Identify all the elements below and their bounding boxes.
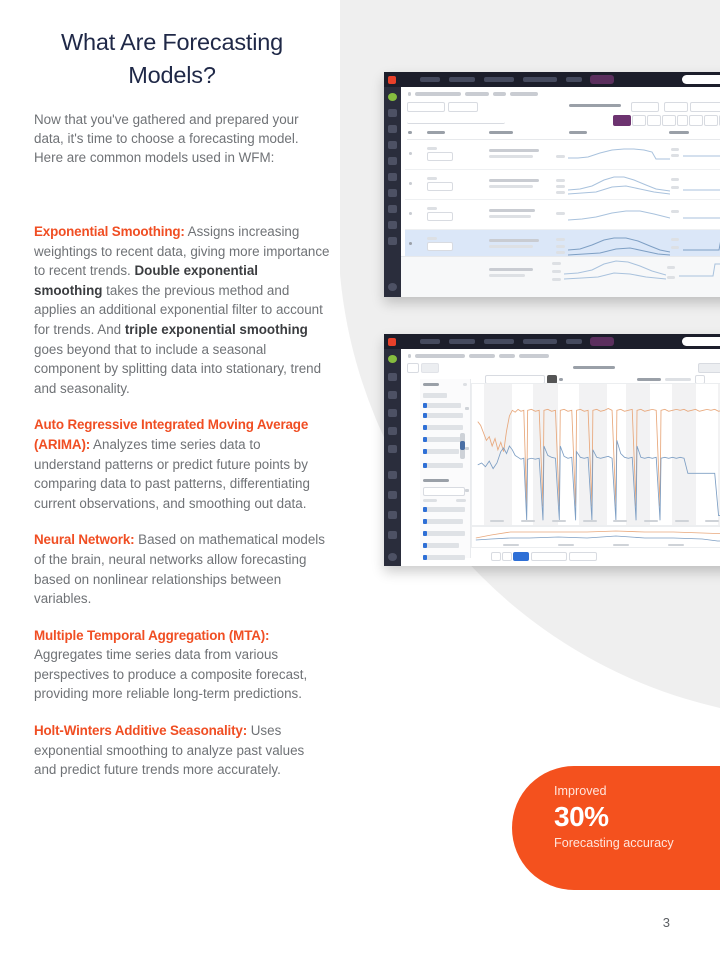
axis-label — [556, 245, 565, 248]
sidebar-item-users[interactable] — [388, 205, 397, 213]
table-row[interactable] — [405, 140, 720, 170]
screenshot-workforce-management-table — [384, 72, 720, 297]
section-exponential-smoothing — [34, 222, 330, 398]
axis-label — [671, 210, 679, 213]
view-toggle[interactable] — [689, 115, 703, 126]
axis-label — [667, 276, 675, 279]
table-row[interactable] — [405, 170, 720, 200]
sparkline-chart — [683, 173, 720, 197]
sidebar-item-calendar[interactable] — [388, 409, 397, 417]
axis-label — [556, 185, 565, 188]
cell-value — [489, 239, 539, 242]
view-toggle[interactable] — [662, 115, 676, 126]
section-neural-network — [34, 530, 330, 608]
cell-value — [489, 209, 535, 212]
footer-button-primary[interactable] — [513, 552, 529, 561]
axis-label — [671, 238, 679, 241]
breadcrumb[interactable] — [415, 92, 461, 96]
sidebar-item-calendar[interactable] — [388, 141, 397, 149]
breadcrumb-icon — [408, 354, 411, 358]
stat-value: 30% — [554, 801, 609, 832]
view-toggle[interactable] — [632, 115, 646, 126]
breadcrumb[interactable] — [415, 354, 465, 358]
sidebar-item-tasks[interactable] — [388, 189, 397, 197]
view-toggle-active[interactable] — [613, 115, 631, 126]
column-header — [427, 131, 445, 134]
view-toggle[interactable] — [647, 115, 661, 126]
axis-label — [671, 154, 679, 157]
back-button[interactable] — [407, 363, 419, 373]
app-sidebar — [384, 87, 401, 297]
sidebar-item-help[interactable] — [388, 553, 397, 561]
section-heading: Holt-Winters Additive Seasonality: — [34, 723, 248, 739]
axis-label — [552, 262, 561, 265]
sidebar-item-reports[interactable] — [388, 173, 397, 181]
sparkline-chart — [679, 257, 720, 283]
cell-value — [489, 149, 539, 152]
axis-label — [671, 178, 679, 181]
sidebar-item-chat[interactable] — [388, 125, 397, 133]
chart-plot-area — [471, 383, 720, 526]
axis-label — [671, 186, 679, 189]
section-mta — [34, 626, 330, 704]
sidebar-item-phone[interactable] — [388, 427, 397, 435]
nav-item[interactable] — [420, 339, 440, 344]
y-axis-label — [465, 407, 469, 410]
search-input[interactable] — [682, 75, 720, 84]
app-logo-icon — [388, 338, 396, 346]
list-item[interactable] — [423, 507, 465, 512]
app-content — [401, 87, 720, 297]
nav-item-active[interactable] — [590, 337, 614, 346]
nav-item[interactable] — [449, 339, 475, 344]
section-body: Assigns increasing weightings to recent data, giving more importance to recent trends. — [34, 224, 330, 279]
sparkline-chart — [568, 172, 670, 198]
cell-stepper[interactable] — [427, 182, 453, 191]
filter-select[interactable] — [407, 116, 505, 124]
axis-label — [552, 278, 561, 281]
chart-prev-button[interactable] — [475, 375, 483, 382]
sparkline-chart — [683, 143, 720, 167]
section-holt-winters — [34, 721, 330, 780]
row-checkbox[interactable] — [409, 152, 412, 155]
app-logo-icon — [388, 76, 396, 84]
axis-label — [556, 155, 565, 158]
toolbar-button[interactable] — [448, 102, 478, 112]
sidebar-item-dashboard[interactable] — [388, 109, 397, 117]
toolbar-button-primary[interactable] — [698, 363, 720, 373]
sidebar-item-settings[interactable] — [388, 221, 397, 229]
view-title — [573, 366, 615, 369]
sparkline-chart — [568, 143, 670, 167]
section-bold-term: triple exponential smoothing — [124, 321, 308, 337]
axis-label — [667, 266, 675, 269]
cell-value — [489, 185, 533, 188]
breadcrumb[interactable] — [499, 354, 515, 358]
cell-value — [427, 207, 437, 210]
y-axis-label — [465, 447, 469, 450]
section-body: takes the previous method and applies an additional exponential filter to account for trends. And — [34, 282, 323, 337]
sidebar-item-home[interactable] — [388, 355, 397, 363]
breadcrumb — [519, 354, 549, 358]
cell-value — [489, 215, 531, 218]
search-input[interactable] — [682, 337, 720, 346]
axis-label — [556, 191, 565, 194]
section-heading: Exponential Smoothing: — [34, 224, 185, 239]
axis-label — [671, 246, 679, 249]
nav-item[interactable] — [566, 77, 582, 82]
sparkline-chart — [564, 257, 666, 283]
sidebar-item-admin[interactable] — [388, 531, 397, 539]
sidebar-item-reports[interactable] — [388, 445, 397, 453]
sidebar-item-tasks[interactable] — [388, 471, 397, 479]
sparkline-chart — [683, 204, 720, 226]
summary-label — [489, 268, 533, 271]
view-toggle[interactable] — [677, 115, 688, 126]
table-row[interactable] — [405, 200, 720, 230]
sidebar-item-phone[interactable] — [388, 157, 397, 165]
section-body: Aggregates time series data from various perspectives to produce a composite forecast, providing more reliable long-term predictions. — [34, 647, 308, 702]
toolbar-button-edit[interactable] — [664, 102, 688, 112]
cell-value — [489, 245, 533, 248]
sidebar-item-dashboard[interactable] — [388, 373, 397, 381]
breadcrumb-icon — [408, 92, 411, 96]
view-toggle[interactable] — [704, 115, 718, 126]
cell-value — [489, 155, 533, 158]
stat-badge — [512, 766, 720, 890]
column-header — [489, 131, 513, 134]
list-item[interactable] — [423, 543, 459, 548]
footer-label — [471, 552, 487, 559]
cell-value — [427, 177, 437, 180]
screenshot-forecast-timeseries-chart — [384, 334, 720, 566]
breadcrumb[interactable] — [469, 354, 495, 358]
timeseries-svg — [472, 384, 720, 525]
section-heading: Auto Regressive Integrated Moving Average (ARIMA): — [34, 417, 309, 452]
facet-item[interactable] — [423, 403, 461, 408]
breadcrumb[interactable] — [465, 92, 489, 96]
nav-item[interactable] — [566, 339, 582, 344]
app-sidebar — [384, 349, 401, 566]
left-content-column — [0, 0, 340, 960]
breadcrumb — [510, 92, 538, 96]
nav-item[interactable] — [484, 77, 514, 82]
facet-item[interactable] — [423, 463, 463, 468]
page-title: What Are Forecasting Models? — [61, 29, 283, 88]
column-header — [569, 131, 587, 134]
sidebar-item-users[interactable] — [388, 491, 397, 499]
facet-item[interactable] — [423, 425, 463, 430]
zoom-slider-handle[interactable] — [460, 441, 465, 450]
section-arima — [34, 415, 330, 513]
stat-prefix-label: Improved — [554, 784, 607, 798]
section-heading: Neural Network: — [34, 532, 135, 548]
section-bold-term: Double exponential smoothing — [34, 263, 258, 298]
axis-label — [556, 212, 565, 215]
nav-item[interactable] — [523, 77, 557, 82]
row-checkbox[interactable] — [409, 212, 412, 215]
app-top-bar — [384, 334, 720, 349]
sidebar-item-help[interactable] — [388, 283, 397, 291]
sidebar-item-chat[interactable] — [388, 391, 397, 399]
app-content — [401, 349, 720, 566]
chart-minimap[interactable] — [471, 526, 720, 548]
facet-item[interactable] — [423, 437, 461, 442]
collapse-icon[interactable] — [463, 383, 467, 386]
facet-item[interactable] — [423, 413, 463, 418]
filter-panel — [420, 379, 471, 558]
summary-label — [489, 274, 525, 277]
cell-stepper[interactable] — [427, 152, 453, 161]
sparkline-chart — [683, 233, 720, 257]
panel-title — [423, 479, 449, 482]
chart-metric-value — [665, 378, 691, 381]
footer-button[interactable] — [491, 552, 501, 561]
chart-footer-toolbar — [471, 551, 720, 563]
section-body: Based on mathematical models of the brain, neural networks allow forecasting based on nonlinear relationships between variables. — [34, 532, 325, 607]
chart-metric-label — [637, 378, 661, 381]
section-body: Analyzes time series data to understand patterns or predict future points by comparing data to past patterns, differentiating current observations, and smoothing out data. — [34, 436, 310, 511]
panel-title — [423, 383, 439, 386]
list-item[interactable] — [423, 519, 463, 524]
axis-label — [556, 251, 565, 254]
panel-link[interactable] — [456, 499, 466, 502]
nav-item[interactable] — [449, 77, 475, 82]
column-header — [669, 131, 689, 134]
sidebar-item-admin[interactable] — [388, 237, 397, 245]
axis-label — [552, 270, 561, 273]
cell-value — [427, 147, 437, 150]
cell-value — [489, 179, 539, 182]
nav-item[interactable] — [523, 339, 557, 344]
section-body: goes beyond that to include a seasonal component by splitting data into stationary, trend and seasonality. — [34, 341, 322, 396]
cell-value — [427, 237, 437, 240]
section-heading: Multiple Temporal Aggregation (MTA): — [34, 627, 270, 643]
panel-link[interactable] — [423, 499, 437, 502]
cell-stepper[interactable] — [427, 212, 453, 221]
model-sections — [34, 222, 330, 780]
list-item[interactable] — [423, 555, 465, 560]
axis-label — [671, 148, 679, 151]
facet-group-label — [423, 393, 447, 398]
sparkline-chart — [568, 204, 670, 226]
row-checkbox[interactable] — [409, 182, 412, 185]
sidebar-item-settings[interactable] — [388, 511, 397, 519]
cell-stepper[interactable] — [427, 242, 453, 251]
filter-chip[interactable] — [421, 363, 439, 373]
axis-label — [556, 238, 565, 241]
panel-search-input[interactable] — [423, 487, 465, 496]
sparkline-chart — [568, 232, 670, 258]
nav-item[interactable] — [420, 77, 440, 82]
breadcrumb[interactable] — [493, 92, 506, 96]
chart-next-button[interactable] — [559, 378, 563, 381]
facet-item[interactable] — [423, 449, 459, 454]
toolbar-button-delete[interactable] — [631, 102, 659, 112]
footer-button[interactable] — [569, 552, 597, 561]
toolbar-title — [569, 104, 621, 107]
section-body: Uses exponential smoothing to analyze past values and predict future trends more accurately. — [34, 723, 305, 778]
y-axis-label — [465, 489, 469, 492]
footer-button[interactable] — [531, 552, 567, 561]
footer-button[interactable] — [502, 552, 512, 561]
page-number: 3 — [662, 915, 670, 930]
intro-paragraph: Now that you've gathered and prepared your data, it's time to choose a forecasting model. Here are common models used in WFM: — [34, 112, 299, 166]
axis-label — [556, 179, 565, 182]
toolbar-button[interactable] — [407, 102, 445, 112]
nav-item-active[interactable] — [590, 75, 614, 84]
nav-item[interactable] — [484, 339, 514, 344]
sidebar-item-home[interactable] — [388, 93, 397, 101]
stat-suffix-label: Forecasting accuracy — [554, 836, 674, 850]
app-top-bar — [384, 72, 720, 87]
list-item[interactable] — [423, 531, 465, 536]
row-checkbox-checked[interactable] — [409, 242, 412, 245]
toolbar-button-export[interactable] — [690, 102, 720, 112]
column-header — [408, 131, 412, 134]
